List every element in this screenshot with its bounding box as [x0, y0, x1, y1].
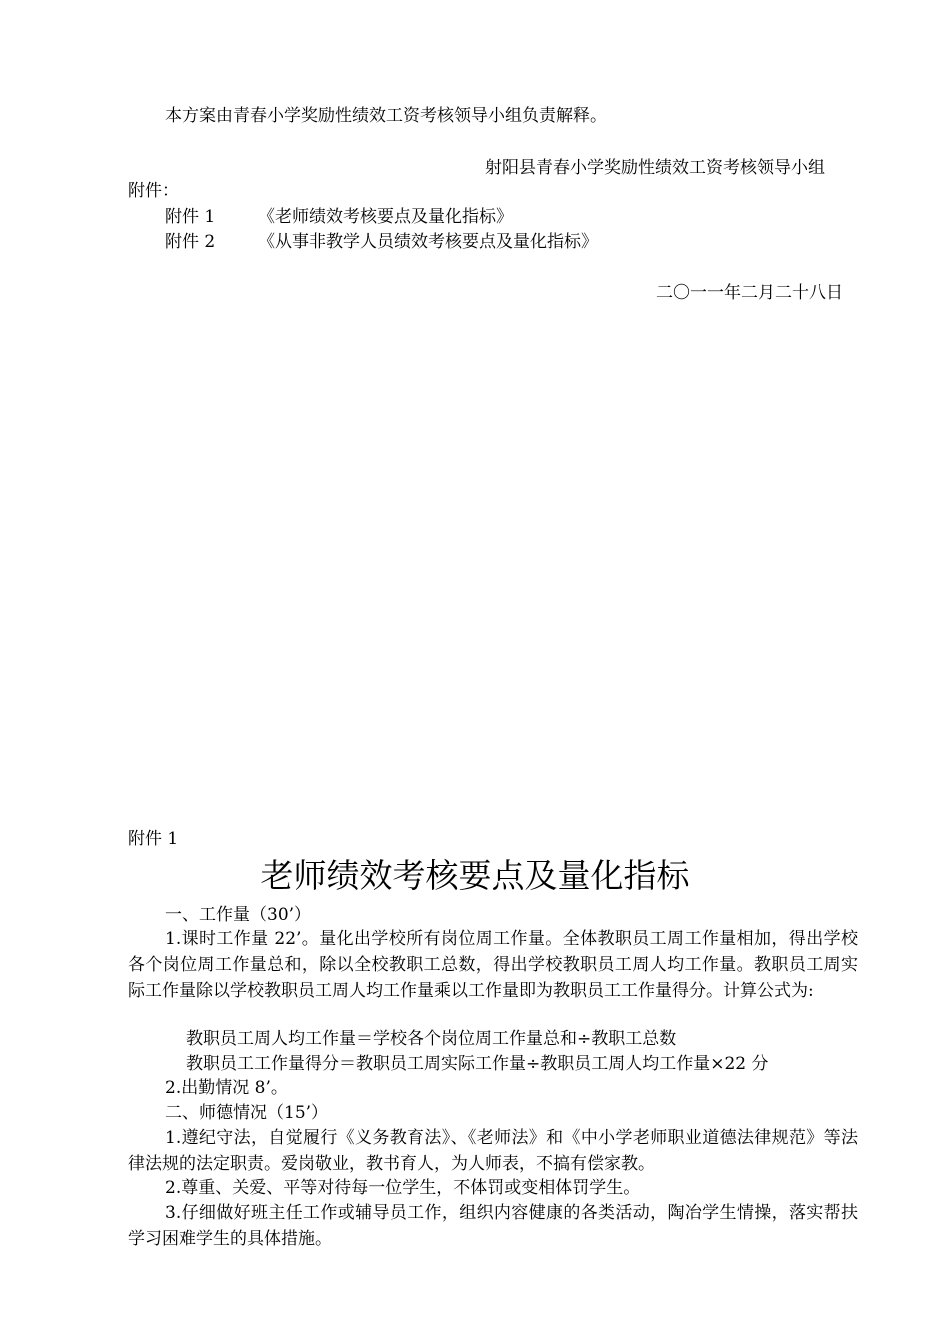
- formula-2: 教职员工工作量得分＝教职员工周实际工作量÷教职员工周人均工作量×22 分: [186, 1054, 769, 1074]
- attachment-2-number: 附件 2: [165, 232, 216, 252]
- attachment-2-title: 《从事非教学人员绩效考核要点及量化指标》: [258, 232, 598, 252]
- attachment-1-number: 附件 1: [165, 207, 216, 227]
- signature-text: 射阳县青春小学奖励性绩效工资考核领导小组: [485, 158, 825, 178]
- section-1-item-2: 2.出勤情况 8’。: [165, 1078, 288, 1098]
- section-1-item-1: 1.课时工作量 22’。量化出学校所有岗位周工作量。全体教职员工周工作量相加，得出学校各个岗位周工作量总和，除以全校教职工总数，得出学校教职员工周人均工作量。教职员工周实际工作量除以学校教职员工周人均工作量乘以工作量即为教职员工工作量得分。计算公式为:: [128, 929, 858, 1001]
- section-1-heading: 一、工作量（30’）: [165, 905, 312, 925]
- page-title: 老师绩效考核要点及量化指标: [260, 856, 690, 895]
- section-2-heading: 二、师德情况（15’）: [165, 1103, 329, 1123]
- formula-1: 教职员工周人均工作量＝学校各个岗位周工作量总和÷教职工总数: [186, 1029, 677, 1049]
- explanation-text: 本方案由青春小学奖励性绩效工资考核领导小组负责解释。: [165, 106, 607, 126]
- section-2-item-3: 3.仔细做好班主任工作或辅导员工作，组织内容健康的各类活动，陶冶学生情操，落实帮扶学习困难学生的具体措施。: [128, 1203, 858, 1249]
- section-2-item-2: 2.尊重、关爱、平等对待每一位学生，不体罚或变相体罚学生。: [165, 1178, 641, 1198]
- attachment-1-title: 《老师绩效考核要点及量化指标》: [258, 207, 513, 227]
- section-2-item-1: 1.遵纪守法，自觉履行《义务教育法》、《老师法》和《中小学老师职业道德法律规范》等法律法规的法定职责。爱岗敬业，教书育人，为人师表，不搞有偿家教。: [128, 1128, 858, 1174]
- attachment-label: 附件 1: [128, 829, 179, 849]
- date-text: 二〇一一年二月二十八日: [656, 283, 843, 303]
- attachments-label: 附件：: [128, 181, 179, 201]
